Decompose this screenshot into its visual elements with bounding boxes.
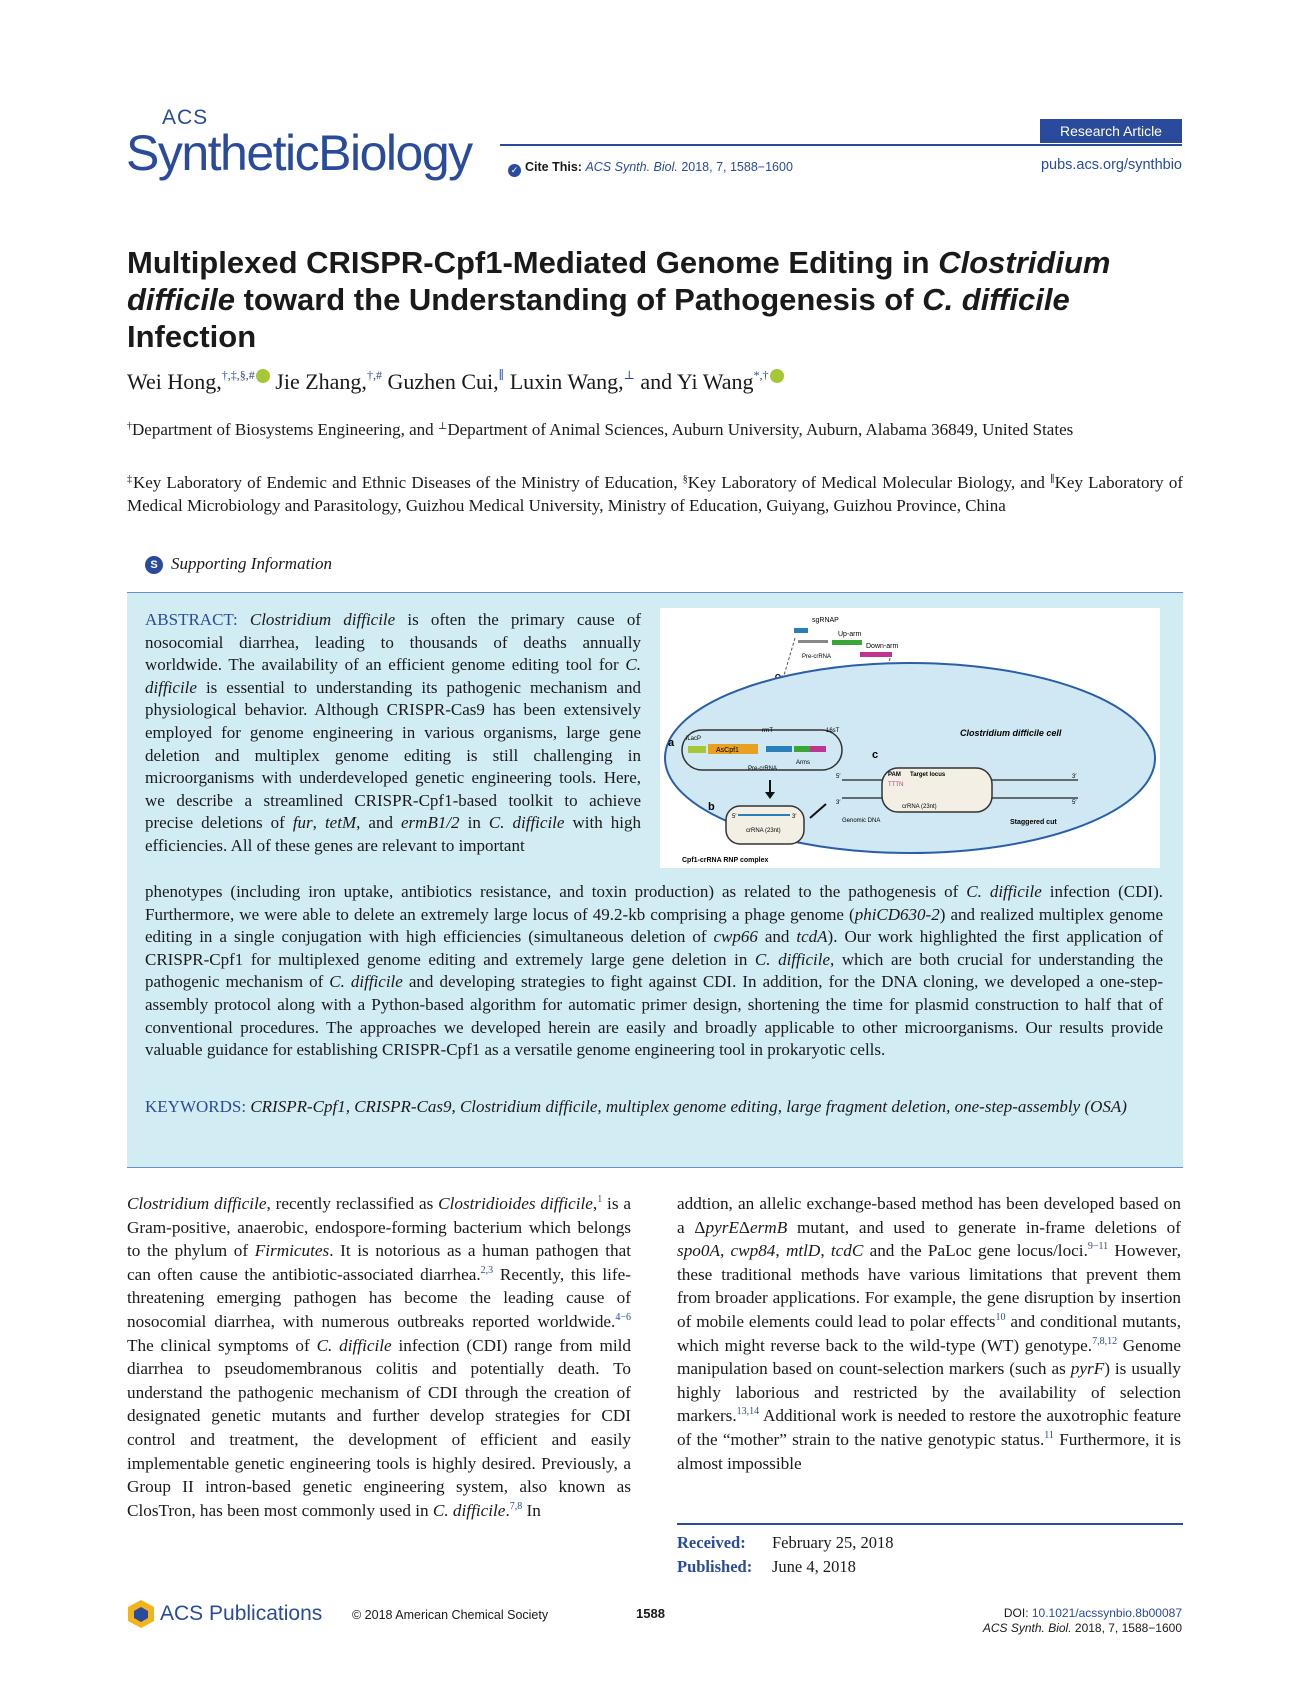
cite-journal: ACS Synth. Biol.	[585, 160, 678, 174]
sgrnap-fragment	[794, 628, 808, 633]
genomic-dna-label: Genomic DNA	[842, 818, 881, 824]
cite-label: Cite This:	[525, 160, 582, 174]
up-arm-label: Up-arm	[838, 631, 862, 638]
arm2-block	[810, 746, 826, 752]
rnp-label: Cpf1-crRNA RNP complex	[682, 857, 769, 864]
doi-block: DOI: 10.1021/acssynbio.8b00087 ACS Synth. Biol. 2018, 7, 1588−1600	[982, 1606, 1182, 1635]
abstract-text-top: ABSTRACT: Clostridium difficile is often the primary cause of nosocomial diarrhea, leading to thousands of deaths annually worldwide. The availability of an efficient genome editing tool for C. difficile is essential to understanding its pathogenic mechanism and physiological behavior. Although CRISPR-Cas9 has been extensively employed for genome engineering in various organisms, large gene deletion and multiplex genome editing is still challenging in microorganisms with underdeveloped genetic engineering tools. Here, we describe a streamlined CRISPR-Cpf1-based toolkit to achieve precise deletions of fur, tetM, and ermB1/2 in C. difficile with high efficiencies. All of these genes are relevant to important	[145, 610, 642, 855]
up-arm-fragment	[832, 640, 862, 645]
reference-link[interactable]: 1	[597, 1194, 603, 1205]
article-type-badge: Research Article	[1040, 119, 1182, 143]
ilacp-block	[688, 746, 706, 753]
abstract-text-bottom: phenotypes (including iron uptake, antibiotics resistance, and toxin production) as related to the pathogenesis of C. difficile infection (CDI). Furthermore, we were able to delete an extremely large locus of 49.2-kb comprising a phage genome (phiCD630-2) and realized multiplex genome editing in a single conjugation with high efficiencies (simultaneous deletion of cwp66 and tcdA). Our work highlighted the first application of CRISPR-Cpf1 for multiplexed genome editing and extremely large gene deletion in C. difficile, which are both crucial for understanding the pathogenic mechanism of C. difficile and developing strategies to fight against CDI. In addition, for the DNA cloning, we developed a one-step-assembly protocol along with a Python-based algorithm for automatic primer design, shortening the time for plasmid construction to half that of conventional procedures. The approaches we developed herein are easily and broadly applicable to other microorganisms. Our results provide valuable guidance for establishing CRISPR-Cpf1 as a versatile genome engineering tool in prokaryotic cells.	[145, 882, 1164, 1060]
ilacp-label: iLacP	[686, 736, 702, 742]
down-arm-fragment	[860, 652, 892, 657]
check-icon: ✓	[508, 164, 521, 177]
supporting-info-link[interactable]: S Supporting Information	[145, 554, 332, 574]
logo-wordmark: SyntheticBiology	[126, 125, 472, 181]
rrnt-label: rrnT	[762, 728, 773, 734]
pam-label: PAM	[888, 772, 901, 778]
crrna-block	[766, 746, 792, 752]
sgrnap-label: sgRNAP	[812, 617, 839, 624]
rnp-shape	[726, 806, 804, 844]
crrna-label: crRNA (23nt)	[746, 828, 781, 834]
reference-link[interactable]: 4−6	[615, 1311, 631, 1323]
pre-crrna-fragment	[798, 640, 828, 643]
supporting-info-icon: S	[145, 556, 163, 574]
reference-link[interactable]: 13,14	[736, 1406, 760, 1418]
doi-link[interactable]: 10.1021/acssynbio.8b00087	[1031, 1606, 1182, 1620]
five-prime-label: 5′	[732, 814, 737, 820]
journal-url[interactable]: pubs.acs.org/synthbio	[1040, 157, 1182, 173]
crrna-label-2: crRNA (23nt)	[902, 804, 937, 810]
reference-link[interactable]: 10	[995, 1311, 1006, 1323]
author[interactable]: and Yi Wang	[640, 369, 754, 394]
page-number: 1588	[636, 1606, 665, 1621]
arms-label: Arms	[796, 760, 810, 766]
copyright: © 2018 American Chemical Society	[352, 1608, 549, 1622]
author[interactable]: Luxin Wang,	[509, 369, 624, 394]
body-column-right: addtion, an allelic exchange-based method has been developed based on a ΔpyrEΔermB mutant, and used to generate in-frame deletions of spo0A, cwp84, mtlD, tcdC and the PaLoc gene locus/loci.$^{9-11}$ However, these traditional methods have various limitations that prevent them from broader applications. For example, the gene disruption by insertion of mobile elements could lead to polar effects$^{10}$ and conditional mutants, which might reverse back to the wild-type (WT) genotype.$^{7,8,12}$ Genome manipulation based on count-selection markers (such as pyrF) is usually highly laborious and restricted by the availability of selection markers.$^{13,14}$ Additional work is needed to restore the auxotrophic feature of the “mother” strain to the native genotypic status.$^{11}$ Furthermore, it is almost impossible	[677, 1194, 1182, 1473]
pre-crrna-label-2: Pre-crRNA	[748, 766, 778, 772]
reference-link[interactable]: 11	[1044, 1429, 1054, 1441]
published-date: Published: June 4, 2018	[677, 1557, 856, 1576]
reference-link[interactable]: 7,8	[509, 1500, 523, 1512]
three-prime-label: 3′	[792, 814, 797, 820]
author[interactable]: Wei Hong,	[127, 369, 222, 394]
ascpf1-label: AsCpf1	[716, 747, 739, 754]
dates-rule	[677, 1523, 1183, 1525]
affiliation-1: †Department of Biosystems Engineering, and ⊥Department of Animal Sciences, Auburn University, Auburn, Alabama 36849, United States	[127, 420, 1074, 439]
article-title: Multiplexed CRISPR-Cpf1-Mediated Genome Editing in Clostridium difficile toward the Understanding of Pathogenesis of C. difficile Infection	[127, 245, 1111, 354]
down-arm-label: Down-arm	[866, 643, 899, 650]
received-date: Received: February 25, 2018	[677, 1533, 894, 1552]
acs-publications-logo[interactable]: ACS Publications	[126, 1599, 322, 1629]
reference-link[interactable]: 7,8,12	[1092, 1335, 1118, 1347]
header-rule	[500, 144, 1182, 146]
svg-text:3′: 3′	[1072, 774, 1077, 780]
svg-text:5′: 5′	[1072, 800, 1077, 806]
logo-acs: ACS	[162, 106, 209, 129]
acs-hexagon-icon	[126, 1599, 156, 1629]
author-list: Wei Hong,†,‡,§,# Jie Zhang,†,# Guzhen Cui,∥ Luxin Wang,⊥ and Yi Wang*,†	[127, 368, 784, 395]
author[interactable]: Guzhen Cui,	[387, 369, 499, 394]
panel-b-label: b	[708, 801, 715, 813]
panel-a-label: a	[668, 737, 675, 749]
arm1-block	[794, 746, 810, 752]
target-locus-label: Target locus	[910, 772, 946, 778]
tttn-label: TTTN	[888, 782, 904, 788]
staggered-cut-label: Staggered cut	[1010, 819, 1057, 826]
body-column-left: Clostridium difficile, recently reclassified as Clostridioides difficile,$^1$ is a Gram-positive, anaerobic, endospore-forming bacterium which belongs to the phylum of Firmicutes. It is notorious as a human pathogen that can often cause the antibiotic-associated diarrhea.$^{2,3}$ Recently, this life-threatening emerging pathogen has become the leading cause of nosocomial diarrhea, with numerous outbreaks reported worldwide.$^{4-6}$ The clinical symptoms of C. difficile infection (CDI) range from mild diarrhea to pseudomembranous colitis and potentially death. To understand the pathogenic mechanism of CDI through the creation of designated genetic mutants and further develop strategies for CDI control and treatment, the development of efficient and easily implementable genetic engineering tools is highly desired. Previously, a Group II intron-based genetic engineering system, also known as ClosTron, has been most commonly used in C. difficile.$^{7,8}$ In	[127, 1194, 631, 1520]
affiliation-2: ‡Key Laboratory of Endemic and Ethnic Diseases of the Ministry of Education, §Key Laboratory of Medical Molecular Biology, and ∥Key Laboratory of Medical Microbiology and Parasitology, Guizhou Medical University, Ministry of Education, Guiyang, Guizhou Province, China	[127, 473, 1183, 515]
author[interactable]: Jie Zhang,	[275, 369, 367, 394]
toc-graphic[interactable]	[660, 608, 1160, 868]
reference-link[interactable]: 9−11	[1087, 1241, 1109, 1253]
t16-label: 16sT	[826, 728, 840, 734]
keywords: KEYWORDS: CRISPR-Cpf1, CRISPR-Cas9, Clostridium difficile, multiplex genome editing, large fragment deletion, one-step-assembly (OSA)	[145, 1097, 1127, 1116]
pre-crrna-label: Pre-crRNA	[802, 654, 832, 660]
cite-this[interactable]	[508, 160, 793, 177]
orcid-icon[interactable]	[256, 369, 270, 383]
svg-text:5′: 5′	[836, 774, 841, 780]
panel-c-label: c	[872, 749, 879, 761]
svg-text:3′: 3′	[836, 800, 841, 806]
orcid-icon[interactable]	[770, 369, 784, 383]
cell-label: Clostridium difficile cell	[960, 728, 1062, 738]
cite-details: 2018, 7, 1588−1600	[681, 160, 793, 174]
reference-link[interactable]: 2,3	[480, 1264, 494, 1276]
